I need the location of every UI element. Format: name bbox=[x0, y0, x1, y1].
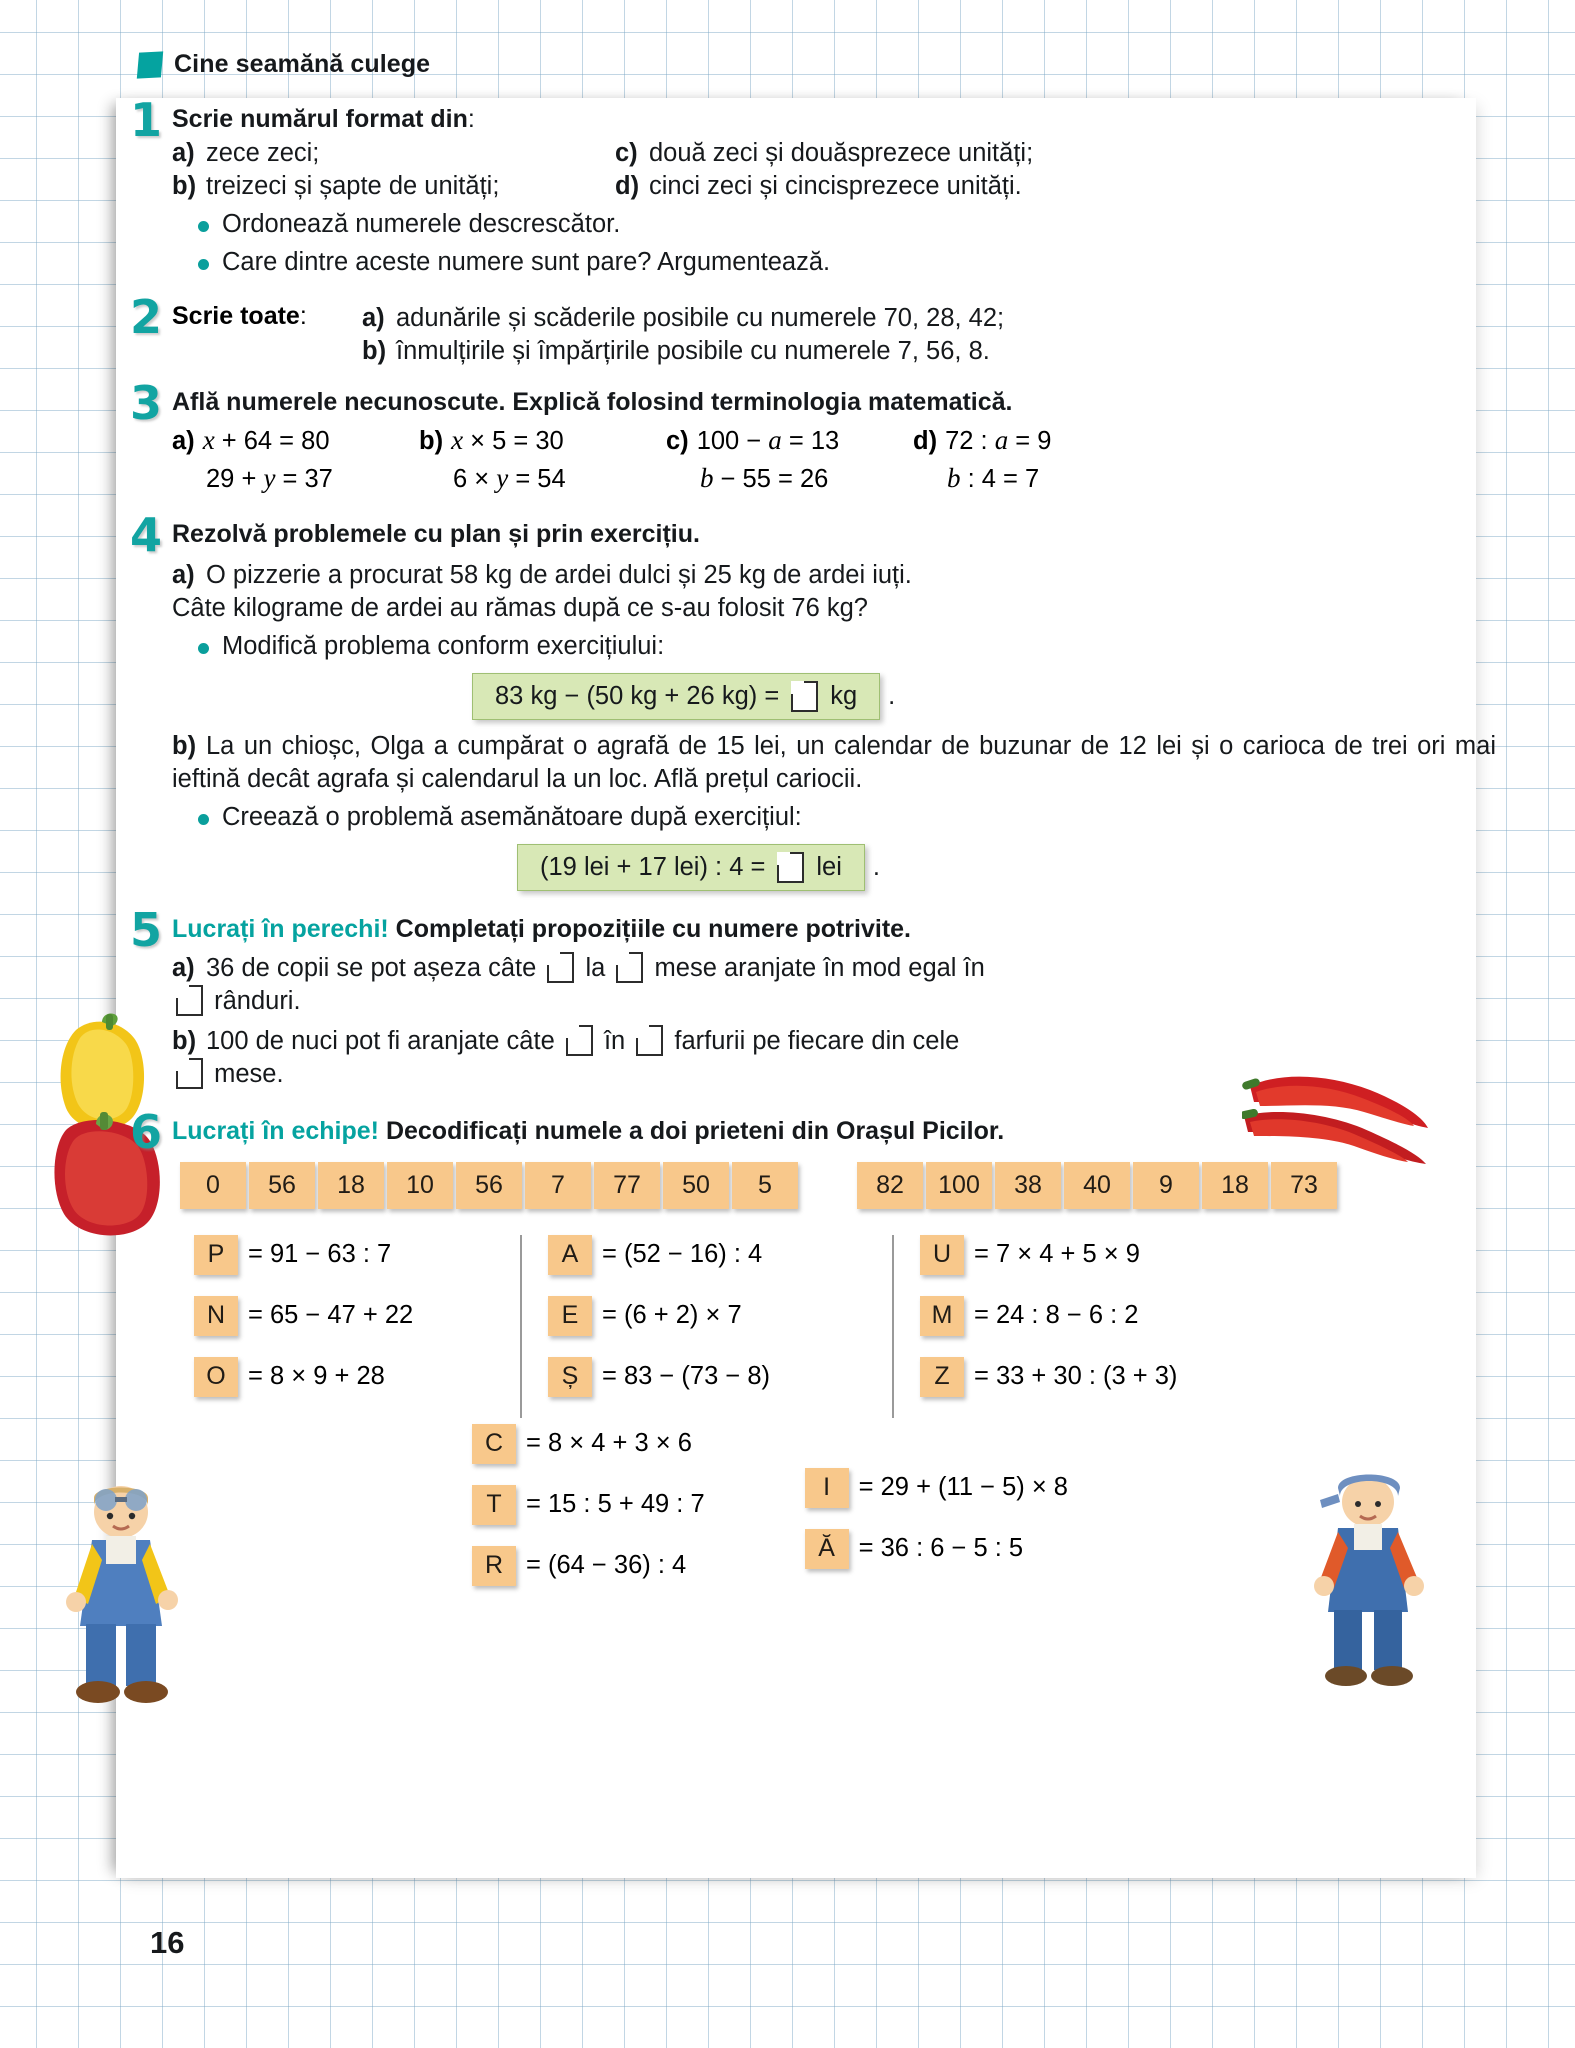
exercise-3-eq-c1-pre: 100 − bbox=[696, 426, 769, 455]
exercise-5-lead bbox=[172, 915, 1496, 944]
exercise-2-item-a-label: a) bbox=[362, 303, 385, 332]
bullet-dot-icon bbox=[198, 259, 209, 270]
answer-blank-box[interactable] bbox=[777, 852, 804, 883]
exercise-4-bullet-a bbox=[198, 630, 1496, 663]
exercise-3-eq-d2-var: b bbox=[947, 463, 961, 494]
exercise-5-a-part-2: la bbox=[585, 954, 606, 983]
chapter-title: Cine seamănă culege bbox=[174, 50, 431, 78]
exercise-3-eq-a2 bbox=[172, 459, 419, 497]
code-key-row bbox=[805, 1529, 1068, 1569]
code-letter: C bbox=[472, 1424, 516, 1464]
exercise-5-b-line-2 bbox=[172, 1058, 1496, 1091]
code-formula: = 29 + (11 − 5) × 8 bbox=[858, 1473, 1068, 1502]
code-formula: = 8 × 4 + 3 × 6 bbox=[526, 1429, 692, 1458]
code-key-row bbox=[805, 1468, 1068, 1508]
answer-blank-box[interactable] bbox=[636, 1025, 663, 1056]
exercise-4-problem-a bbox=[172, 559, 1496, 592]
exercise-1-bullet-2 bbox=[198, 246, 1496, 279]
exercise-4-problem-b bbox=[172, 730, 1496, 796]
code-key-row bbox=[472, 1485, 705, 1525]
answer-blank-box[interactable] bbox=[547, 952, 574, 983]
code-key-row bbox=[194, 1235, 494, 1275]
code-cell[interactable]: 82 bbox=[857, 1162, 923, 1209]
code-letter: A bbox=[548, 1235, 592, 1275]
code-letter: P bbox=[194, 1235, 238, 1275]
exercise-3-eq-c1 bbox=[666, 421, 913, 459]
code-key-row bbox=[472, 1424, 705, 1464]
exercise-1-item-b-text: treizeci și șapte de unități; bbox=[206, 172, 500, 201]
code-cell[interactable]: 9 bbox=[1133, 1162, 1199, 1209]
exercise-1-item-a bbox=[172, 137, 615, 170]
exercise-4-bullet-a-text: Modifică problema conform exercițiului: bbox=[222, 631, 665, 660]
exercise-3-eq-b1-rest: × 5 = 30 bbox=[463, 426, 564, 455]
code-strips bbox=[180, 1162, 1496, 1209]
exercise-3-eq-b1 bbox=[419, 421, 666, 459]
code-formula: = 8 × 9 + 28 bbox=[248, 1362, 385, 1391]
code-formula: = (52 − 16) : 4 bbox=[602, 1240, 763, 1269]
code-key-column-2 bbox=[520, 1235, 892, 1418]
code-key-row bbox=[548, 1235, 866, 1275]
exercise-2-item-b bbox=[362, 335, 1004, 368]
exercise-1-bullet-1 bbox=[198, 208, 1496, 241]
code-formula: = 33 + 30 : (3 + 3) bbox=[974, 1362, 1178, 1391]
code-cell[interactable]: 56 bbox=[456, 1162, 522, 1209]
exercise-5-lead-teal: Lucrați în perechi! bbox=[172, 915, 389, 944]
exercise-1 bbox=[116, 93, 1496, 280]
exercise-3-label-c: c) bbox=[666, 426, 689, 455]
exercise-2-number: 2 bbox=[130, 289, 163, 344]
exercise-4 bbox=[116, 507, 1496, 892]
code-formula: = 7 × 4 + 5 × 9 bbox=[974, 1240, 1140, 1269]
exercise-3-eq-b2-pre: 6 × bbox=[453, 465, 497, 494]
code-formula: = 83 − (73 − 8) bbox=[602, 1362, 770, 1391]
exercise-6-lead bbox=[172, 1117, 1496, 1146]
code-cell[interactable]: 73 bbox=[1271, 1162, 1337, 1209]
exercise-4-label-a: a) bbox=[172, 560, 195, 589]
exercise-4-formula-a-wrapper bbox=[472, 673, 1496, 720]
answer-blank-box[interactable] bbox=[176, 1058, 203, 1089]
code-formula: = 24 : 8 − 6 : 2 bbox=[974, 1301, 1139, 1330]
exercise-3-column-a bbox=[172, 421, 419, 498]
exercise-5-item-b bbox=[172, 1025, 1496, 1058]
code-letter: Ș bbox=[548, 1357, 592, 1397]
code-key-row bbox=[920, 1357, 1250, 1397]
exercise-2-item-a bbox=[362, 302, 1004, 335]
exercise-5-label-b: b) bbox=[172, 1026, 197, 1055]
exercise-4-bullet-b-text: Creează o problemă asemănătoare după exercițiul: bbox=[222, 803, 802, 832]
exercise-3-eq-a2-var: y bbox=[263, 463, 276, 494]
exercise-3-eq-c1-post: = 13 bbox=[781, 426, 840, 455]
code-key-row bbox=[920, 1296, 1250, 1336]
exercise-2-item-b-text: înmulțirile și împărțirile posibile cu numerele 7, 56, 8. bbox=[396, 336, 990, 365]
exercise-5-a-part-4: rânduri. bbox=[214, 987, 301, 1016]
exercise-4-formula-b-period: . bbox=[872, 853, 880, 882]
exercise-3-label-a: a) bbox=[172, 426, 195, 455]
code-cell[interactable]: 77 bbox=[594, 1162, 660, 1209]
exercise-5-b-part-2: în bbox=[603, 1026, 626, 1055]
chapter-marker-icon bbox=[137, 51, 163, 78]
code-key-column-4 bbox=[472, 1424, 705, 1607]
bullet-dot-icon bbox=[198, 814, 209, 825]
exercise-5-item-a bbox=[172, 952, 1496, 985]
code-letter: Ă bbox=[805, 1529, 849, 1569]
code-cell[interactable]: 18 bbox=[1202, 1162, 1268, 1209]
exercise-3-eq-d2 bbox=[913, 459, 1051, 497]
exercise-1-lead-colon: : bbox=[467, 105, 475, 133]
exercise-1-item-d-text: cinci zeci și cincisprezece unități. bbox=[649, 172, 1022, 201]
code-letter: Z bbox=[920, 1357, 964, 1397]
exercise-5-number: 5 bbox=[130, 903, 163, 958]
code-strip-right bbox=[857, 1162, 1340, 1209]
exercise-1-item-c-label: c) bbox=[615, 139, 638, 167]
code-key-table-lower bbox=[172, 1424, 1496, 1607]
exercise-4-lead: Rezolvă problemele cu plan și prin exercițiu. bbox=[172, 519, 700, 548]
exercise-1-item-c-text: două zeci și douăsprezece unități; bbox=[649, 139, 1034, 167]
exercise-5-b-part-1: 100 de nuci pot fi aranjate câte bbox=[206, 1026, 555, 1055]
exercise-3-eq-d1-pre: 72 : bbox=[945, 426, 995, 455]
exercise-3-eq-b2 bbox=[419, 459, 666, 497]
exercise-1-bullet-1-text: Ordonează numerele descrescător. bbox=[222, 210, 621, 239]
code-formula: = (64 − 36) : 4 bbox=[526, 1551, 687, 1580]
code-formula: = (6 + 2) × 7 bbox=[602, 1301, 742, 1330]
exercise-4-formula-box-a bbox=[472, 673, 880, 720]
code-letter: E bbox=[548, 1296, 592, 1336]
code-key-row bbox=[548, 1357, 866, 1397]
code-letter: I bbox=[805, 1468, 849, 1508]
code-strip-left bbox=[180, 1162, 801, 1209]
exercise-3-eq-b1-var: x bbox=[451, 424, 464, 455]
exercise-1-lead bbox=[172, 105, 1496, 134]
code-cell[interactable]: 7 bbox=[525, 1162, 591, 1209]
exercise-4-formula-b-left: (19 lei + 17 lei) : 4 = bbox=[540, 853, 766, 882]
exercise-3-eq-d1-post: = 9 bbox=[1008, 426, 1052, 455]
exercise-5-b-part-4: mese. bbox=[214, 1059, 284, 1088]
exercise-3 bbox=[116, 375, 1496, 498]
exercise-5-lead-black: Completați propozițiile cu numere potrivite. bbox=[395, 915, 912, 944]
code-letter: T bbox=[472, 1485, 516, 1525]
exercise-1-item-b-label: b) bbox=[172, 172, 197, 201]
code-cell[interactable]: 50 bbox=[663, 1162, 729, 1209]
exercise-4-number: 4 bbox=[130, 507, 163, 562]
code-cell[interactable]: 5 bbox=[732, 1162, 798, 1209]
exercise-3-eq-a1-rest: + 64 = 80 bbox=[214, 426, 330, 455]
code-key-row bbox=[472, 1546, 705, 1586]
code-formula: = 91 − 63 : 7 bbox=[248, 1240, 392, 1269]
code-letter: R bbox=[472, 1546, 516, 1586]
exercise-4-a-line-2: Câte kilograme de ardei au rămas după ce s-au folosit 76 kg? bbox=[172, 593, 868, 622]
answer-blank-box[interactable] bbox=[566, 1025, 593, 1056]
code-key-row bbox=[194, 1357, 494, 1397]
exercise-3-column-c bbox=[666, 421, 913, 498]
exercise-4-formula-box-b bbox=[517, 844, 865, 891]
code-cell[interactable]: 18 bbox=[318, 1162, 384, 1209]
exercise-4-b-text: La un chioșc, Olga a cumpărat o agrafă de 15 lei, un calendar de buzunar de 12 lei și o carioca de trei ori mai ieftină decât agrafa și calendarul la un loc. Află prețul cariocii. bbox=[172, 731, 1496, 794]
chapter-header bbox=[138, 50, 1496, 79]
exercise-3-eq-a2-pre: 29 + bbox=[206, 465, 264, 494]
exercise-3-number: 3 bbox=[130, 375, 163, 430]
exercise-1-item-c bbox=[615, 137, 1033, 170]
exercise-5-a-line-2 bbox=[172, 985, 1496, 1018]
code-formula: = 15 : 5 + 49 : 7 bbox=[526, 1490, 705, 1519]
exercise-3-eq-b2-var: y bbox=[496, 463, 509, 494]
exercise-5 bbox=[116, 903, 1496, 1091]
exercise-1-item-d bbox=[615, 170, 1033, 203]
exercise-1-lead-text: Scrie numărul format din bbox=[172, 105, 468, 133]
bullet-dot-icon bbox=[198, 221, 209, 232]
exercise-2-lead bbox=[172, 302, 362, 331]
code-key-row bbox=[548, 1296, 866, 1336]
exercise-2-item-b-label: b) bbox=[362, 336, 387, 365]
answer-blank-box[interactable] bbox=[616, 952, 643, 983]
exercise-1-number: 1 bbox=[130, 93, 163, 147]
exercise-1-item-a-label: a) bbox=[172, 139, 195, 167]
code-cell[interactable]: 38 bbox=[995, 1162, 1061, 1209]
exercise-5-a-part-3: mese aranjate în mod egal în bbox=[654, 954, 985, 983]
exercise-3-column-b bbox=[419, 421, 666, 498]
exercise-4-formula-a-unit: kg bbox=[830, 681, 858, 710]
code-letter: O bbox=[194, 1357, 238, 1397]
exercise-4-a-line-1: O pizzerie a procurat 58 kg de ardei dulci și 25 kg de ardei iuți. bbox=[206, 560, 912, 589]
exercise-3-eq-c1-var: a bbox=[768, 424, 782, 455]
exercise-4-formula-a-left: 83 kg − (50 kg + 26 kg) = bbox=[495, 681, 780, 710]
code-cell[interactable]: 10 bbox=[387, 1162, 453, 1209]
exercise-1-item-a-text: zece zeci; bbox=[206, 139, 320, 167]
code-key-column-5 bbox=[805, 1424, 1068, 1607]
exercise-4-formula-a-period: . bbox=[888, 681, 896, 710]
exercise-6-lead-black: Decodificați numele a doi prieteni din Orașul Picilor. bbox=[385, 1116, 1005, 1145]
code-cell[interactable]: 40 bbox=[1064, 1162, 1130, 1209]
exercise-3-eq-c2 bbox=[666, 459, 913, 497]
exercise-2 bbox=[116, 289, 1496, 368]
exercise-3-eq-c2-var: b bbox=[700, 463, 714, 494]
exercise-3-eq-a2-post: = 37 bbox=[275, 465, 333, 494]
exercise-4-formula-b-unit: lei bbox=[816, 853, 842, 882]
exercise-3-column-d bbox=[913, 421, 1051, 498]
exercise-6-lead-teal: Lucrați în echipe! bbox=[172, 1116, 379, 1145]
exercise-2-lead-colon: : bbox=[299, 301, 307, 330]
code-key-row bbox=[920, 1235, 1250, 1275]
exercise-1-bullet-2-text: Care dintre aceste numere sunt pare? Argumentează. bbox=[222, 248, 831, 277]
exercise-6-number: 6 bbox=[130, 1104, 163, 1159]
code-formula: = 36 : 6 − 5 : 5 bbox=[858, 1534, 1024, 1563]
exercise-3-eq-d1-var: a bbox=[994, 424, 1009, 455]
code-key-column-1 bbox=[184, 1235, 520, 1418]
code-cell[interactable]: 56 bbox=[249, 1162, 315, 1209]
exercise-4-bullet-b bbox=[198, 801, 1496, 834]
code-letter: U bbox=[920, 1235, 964, 1275]
exercise-3-eq-b2-post: = 54 bbox=[508, 465, 566, 494]
exercise-5-a-part-1: 36 de copii se pot așeza câte bbox=[206, 954, 537, 983]
exercise-3-eq-d2-rest: : 4 = 7 bbox=[960, 465, 1040, 494]
exercise-3-lead: Află numerele necunoscute. Explică folosind terminologia matematică. bbox=[172, 387, 1013, 416]
code-key-row bbox=[194, 1296, 494, 1336]
exercise-4-label-b: b) bbox=[172, 731, 197, 760]
exercise-3-eq-a1-var: x bbox=[202, 424, 215, 455]
answer-blank-box[interactable] bbox=[791, 681, 818, 712]
answer-blank-box[interactable] bbox=[176, 985, 203, 1016]
exercise-3-label-b: b) bbox=[419, 426, 444, 455]
bullet-dot-icon bbox=[198, 643, 209, 654]
exercise-3-eq-d1 bbox=[913, 421, 1051, 459]
exercise-2-item-a-text: adunările și scăderile posibile cu numerele 70, 28, 42; bbox=[396, 303, 1005, 332]
exercise-6 bbox=[116, 1104, 1496, 1607]
exercise-1-item-b bbox=[172, 170, 615, 203]
exercise-3-label-d: d) bbox=[913, 426, 938, 455]
code-cell[interactable]: 0 bbox=[180, 1162, 246, 1209]
exercise-4-formula-b-wrapper bbox=[517, 844, 1496, 891]
page-number: 16 bbox=[150, 1925, 185, 1960]
code-cell[interactable]: 100 bbox=[926, 1162, 992, 1209]
code-formula: = 65 − 47 + 22 bbox=[248, 1301, 414, 1330]
exercise-5-label-a: a) bbox=[172, 954, 195, 983]
exercise-2-lead-text: Scrie toate bbox=[172, 301, 300, 330]
exercise-3-eq-a1 bbox=[172, 421, 419, 459]
exercise-1-item-d-label: d) bbox=[615, 172, 640, 201]
code-key-table bbox=[184, 1235, 1496, 1418]
code-letter: N bbox=[194, 1296, 238, 1336]
exercise-3-eq-c2-rest: − 55 = 26 bbox=[713, 465, 829, 494]
code-letter: M bbox=[920, 1296, 964, 1336]
exercise-5-b-part-3: farfurii pe fiecare din cele bbox=[674, 1026, 960, 1055]
code-key-column-3 bbox=[892, 1235, 1276, 1418]
